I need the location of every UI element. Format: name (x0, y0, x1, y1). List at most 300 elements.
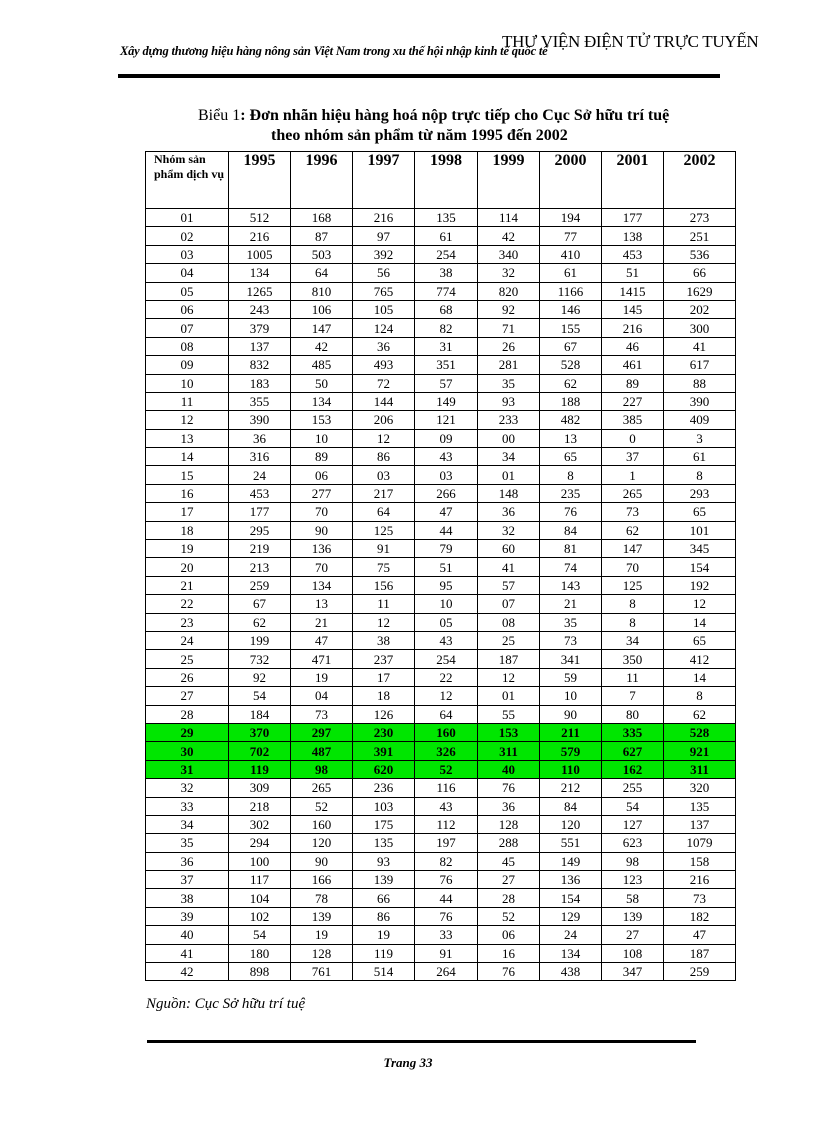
value-cell: 51 (602, 264, 664, 282)
value-cell: 732 (229, 650, 291, 668)
value-cell: 61 (415, 227, 478, 245)
value-cell: 54 (602, 797, 664, 815)
value-cell: 355 (229, 392, 291, 410)
group-cell: 38 (146, 889, 229, 907)
value-cell: 297 (291, 723, 353, 741)
value-cell: 90 (291, 852, 353, 870)
table-row (146, 779, 736, 797)
table-row (146, 503, 736, 521)
value-cell: 147 (291, 319, 353, 337)
value-cell: 188 (540, 392, 602, 410)
value-cell: 254 (415, 245, 478, 263)
value-cell: 89 (291, 448, 353, 466)
value-cell: 90 (291, 521, 353, 539)
table-row (146, 429, 736, 447)
value-cell: 19 (291, 668, 353, 686)
value-cell: 43 (415, 631, 478, 649)
group-cell: 40 (146, 926, 229, 944)
value-cell: 93 (478, 392, 540, 410)
value-cell: 311 (664, 760, 736, 778)
table-row (146, 742, 736, 760)
value-cell: 10 (540, 687, 602, 705)
value-cell: 259 (229, 576, 291, 594)
value-cell: 149 (415, 392, 478, 410)
value-cell: 8 (664, 466, 736, 484)
value-cell: 67 (540, 337, 602, 355)
value-cell: 620 (353, 760, 415, 778)
value-cell: 8 (664, 687, 736, 705)
group-cell: 15 (146, 466, 229, 484)
group-cell: 31 (146, 760, 229, 778)
value-cell: 134 (291, 576, 353, 594)
value-cell: 293 (664, 484, 736, 502)
value-cell: 211 (540, 723, 602, 741)
table-row (146, 300, 736, 318)
value-cell: 810 (291, 282, 353, 300)
value-cell: 183 (229, 374, 291, 392)
value-cell: 13 (540, 429, 602, 447)
value-cell: 120 (540, 815, 602, 833)
value-cell: 47 (664, 926, 736, 944)
value-cell: 76 (478, 779, 540, 797)
value-cell: 281 (478, 356, 540, 374)
value-cell: 187 (478, 650, 540, 668)
value-cell: 91 (415, 944, 478, 962)
value-cell: 551 (540, 834, 602, 852)
table-row (146, 595, 736, 613)
value-cell: 90 (540, 705, 602, 723)
value-cell: 1629 (664, 282, 736, 300)
column-header-year: 1999 (478, 152, 540, 209)
value-cell: 128 (291, 944, 353, 962)
value-cell: 52 (415, 760, 478, 778)
value-cell: 7 (602, 687, 664, 705)
table-row (146, 319, 736, 337)
value-cell: 54 (229, 687, 291, 705)
group-cell: 05 (146, 282, 229, 300)
value-cell: 177 (229, 503, 291, 521)
value-cell: 153 (291, 411, 353, 429)
value-cell: 623 (602, 834, 664, 852)
table-row (146, 926, 736, 944)
value-cell: 65 (664, 631, 736, 649)
group-cell: 27 (146, 687, 229, 705)
value-cell: 136 (540, 871, 602, 889)
value-cell: 61 (664, 448, 736, 466)
value-cell: 125 (353, 521, 415, 539)
value-cell: 24 (229, 466, 291, 484)
column-header-year: 1997 (353, 152, 415, 209)
value-cell: 143 (540, 576, 602, 594)
table-row (146, 521, 736, 539)
value-cell: 43 (415, 448, 478, 466)
value-cell: 73 (291, 705, 353, 723)
value-cell: 54 (229, 926, 291, 944)
value-cell: 1 (602, 466, 664, 484)
value-cell: 233 (478, 411, 540, 429)
watermark-text: THƯ VIỆN ĐIỆN TỬ TRỰC TUYẾN (502, 32, 759, 51)
value-cell: 56 (353, 264, 415, 282)
value-cell: 89 (602, 374, 664, 392)
value-cell: 97 (353, 227, 415, 245)
value-cell: 160 (415, 723, 478, 741)
value-cell: 216 (353, 209, 415, 227)
value-cell: 104 (229, 889, 291, 907)
value-cell: 236 (353, 779, 415, 797)
value-cell: 76 (415, 871, 478, 889)
value-cell: 114 (478, 209, 540, 227)
group-cell: 04 (146, 264, 229, 282)
value-cell: 127 (602, 815, 664, 833)
table-row (146, 631, 736, 649)
value-cell: 180 (229, 944, 291, 962)
value-cell: 92 (478, 300, 540, 318)
value-cell: 64 (415, 705, 478, 723)
value-cell: 86 (353, 448, 415, 466)
table-row (146, 705, 736, 723)
value-cell: 235 (540, 484, 602, 502)
table-row (146, 540, 736, 558)
value-cell: 72 (353, 374, 415, 392)
value-cell: 19 (353, 926, 415, 944)
value-cell: 35 (540, 613, 602, 631)
value-cell: 51 (415, 558, 478, 576)
value-cell: 57 (478, 576, 540, 594)
group-cell: 39 (146, 907, 229, 925)
value-cell: 218 (229, 797, 291, 815)
group-cell: 17 (146, 503, 229, 521)
value-cell: 761 (291, 963, 353, 981)
value-cell: 41 (478, 558, 540, 576)
table-row (146, 411, 736, 429)
value-cell: 8 (602, 613, 664, 631)
value-cell: 75 (353, 558, 415, 576)
value-cell: 40 (478, 760, 540, 778)
header-divider (118, 74, 720, 78)
value-cell: 76 (415, 907, 478, 925)
value-cell: 197 (415, 834, 478, 852)
value-cell: 259 (664, 963, 736, 981)
value-cell: 08 (478, 613, 540, 631)
value-cell: 81 (540, 540, 602, 558)
group-cell: 37 (146, 871, 229, 889)
table-row (146, 613, 736, 631)
value-cell: 44 (415, 521, 478, 539)
table-row (146, 466, 736, 484)
value-cell: 617 (664, 356, 736, 374)
value-cell: 105 (353, 300, 415, 318)
value-cell: 216 (602, 319, 664, 337)
value-cell: 36 (229, 429, 291, 447)
group-cell: 34 (146, 815, 229, 833)
running-header-title: Xây dựng thương hiệu hàng nông sản Việt Nam trong xu thế hội nhập kinh tế quốc tế (120, 44, 548, 58)
value-cell: 192 (664, 576, 736, 594)
group-cell: 36 (146, 852, 229, 870)
value-cell: 390 (664, 392, 736, 410)
value-cell: 103 (353, 797, 415, 815)
value-cell: 101 (664, 521, 736, 539)
value-cell: 27 (478, 871, 540, 889)
group-cell: 07 (146, 319, 229, 337)
value-cell: 32 (478, 521, 540, 539)
value-cell: 288 (478, 834, 540, 852)
value-cell: 536 (664, 245, 736, 263)
value-cell: 95 (415, 576, 478, 594)
value-cell: 82 (415, 852, 478, 870)
value-cell: 13 (291, 595, 353, 613)
column-header-year: 2000 (540, 152, 602, 209)
group-cell: 01 (146, 209, 229, 227)
value-cell: 91 (353, 540, 415, 558)
table-row (146, 558, 736, 576)
value-cell: 206 (353, 411, 415, 429)
value-cell: 57 (415, 374, 478, 392)
value-cell: 70 (291, 503, 353, 521)
value-cell: 71 (478, 319, 540, 337)
column-header-year: 1996 (291, 152, 353, 209)
group-cell: 32 (146, 779, 229, 797)
value-cell: 58 (602, 889, 664, 907)
value-cell: 471 (291, 650, 353, 668)
value-cell: 66 (353, 889, 415, 907)
value-cell: 146 (540, 300, 602, 318)
value-cell: 73 (664, 889, 736, 907)
value-cell: 134 (229, 264, 291, 282)
value-cell: 213 (229, 558, 291, 576)
value-cell: 36 (353, 337, 415, 355)
value-cell: 135 (353, 834, 415, 852)
value-cell: 149 (540, 852, 602, 870)
value-cell: 04 (291, 687, 353, 705)
value-cell: 84 (540, 521, 602, 539)
value-cell: 340 (478, 245, 540, 263)
footer-divider (147, 1040, 696, 1043)
page-number: Trang 33 (383, 1055, 433, 1070)
value-cell: 579 (540, 742, 602, 760)
group-cell: 14 (146, 448, 229, 466)
value-cell: 702 (229, 742, 291, 760)
value-cell: 108 (602, 944, 664, 962)
value-cell: 438 (540, 963, 602, 981)
table-row (146, 815, 736, 833)
value-cell: 05 (415, 613, 478, 631)
value-cell: 88 (664, 374, 736, 392)
value-cell: 67 (229, 595, 291, 613)
value-cell: 487 (291, 742, 353, 760)
value-cell: 34 (602, 631, 664, 649)
value-cell: 1005 (229, 245, 291, 263)
value-cell: 93 (353, 852, 415, 870)
value-cell: 243 (229, 300, 291, 318)
value-cell: 1415 (602, 282, 664, 300)
value-cell: 148 (478, 484, 540, 502)
value-cell: 47 (291, 631, 353, 649)
table-row (146, 907, 736, 925)
group-cell: 16 (146, 484, 229, 502)
trademark-applications-table (145, 151, 736, 981)
value-cell: 391 (353, 742, 415, 760)
value-cell: 119 (229, 760, 291, 778)
value-cell: 311 (478, 742, 540, 760)
value-cell: 28 (478, 889, 540, 907)
value-cell: 485 (291, 356, 353, 374)
value-cell: 43 (415, 797, 478, 815)
table-row (146, 576, 736, 594)
value-cell: 35 (478, 374, 540, 392)
group-cell: 26 (146, 668, 229, 686)
value-cell: 74 (540, 558, 602, 576)
value-cell: 32 (478, 264, 540, 282)
value-cell: 42 (478, 227, 540, 245)
value-cell: 135 (664, 797, 736, 815)
value-cell: 98 (602, 852, 664, 870)
value-cell: 80 (602, 705, 664, 723)
value-cell: 162 (602, 760, 664, 778)
value-cell: 64 (353, 503, 415, 521)
value-cell: 199 (229, 631, 291, 649)
value-cell: 128 (478, 815, 540, 833)
value-cell: 41 (664, 337, 736, 355)
value-cell: 11 (602, 668, 664, 686)
value-cell: 134 (291, 392, 353, 410)
value-cell: 38 (353, 631, 415, 649)
table-row (146, 282, 736, 300)
value-cell: 121 (415, 411, 478, 429)
value-cell: 106 (291, 300, 353, 318)
group-cell: 12 (146, 411, 229, 429)
table-row (146, 245, 736, 263)
value-cell: 326 (415, 742, 478, 760)
value-cell: 219 (229, 540, 291, 558)
value-cell: 156 (353, 576, 415, 594)
value-cell: 116 (415, 779, 478, 797)
value-cell: 3 (664, 429, 736, 447)
value-cell: 18 (353, 687, 415, 705)
value-cell: 202 (664, 300, 736, 318)
value-cell: 21 (291, 613, 353, 631)
value-cell: 52 (478, 907, 540, 925)
table-header-row (146, 152, 736, 209)
column-header-year: 2001 (602, 152, 664, 209)
group-cell: 29 (146, 723, 229, 741)
value-cell: 503 (291, 245, 353, 263)
value-cell: 177 (602, 209, 664, 227)
value-cell: 12 (353, 613, 415, 631)
value-cell: 345 (664, 540, 736, 558)
value-cell: 138 (602, 227, 664, 245)
table-row (146, 356, 736, 374)
group-cell: 22 (146, 595, 229, 613)
value-cell: 62 (229, 613, 291, 631)
value-cell: 921 (664, 742, 736, 760)
group-cell: 21 (146, 576, 229, 594)
group-cell: 23 (146, 613, 229, 631)
value-cell: 302 (229, 815, 291, 833)
value-cell: 482 (540, 411, 602, 429)
value-cell: 12 (415, 687, 478, 705)
value-cell: 03 (415, 466, 478, 484)
table-row (146, 209, 736, 227)
value-cell: 120 (291, 834, 353, 852)
table-row (146, 374, 736, 392)
value-cell: 124 (353, 319, 415, 337)
value-cell: 351 (415, 356, 478, 374)
value-cell: 59 (540, 668, 602, 686)
table-row (146, 834, 736, 852)
source-note: Nguồn: Cục Sở hữu trí tuệ (146, 996, 306, 1012)
value-cell: 06 (478, 926, 540, 944)
value-cell: 25 (478, 631, 540, 649)
value-cell: 65 (540, 448, 602, 466)
group-cell: 35 (146, 834, 229, 852)
value-cell: 66 (664, 264, 736, 282)
value-cell: 42 (291, 337, 353, 355)
value-cell: 84 (540, 797, 602, 815)
value-cell: 136 (291, 540, 353, 558)
value-cell: 62 (540, 374, 602, 392)
value-cell: 76 (478, 963, 540, 981)
table-row (146, 448, 736, 466)
value-cell: 182 (664, 907, 736, 925)
value-cell: 774 (415, 282, 478, 300)
value-cell: 350 (602, 650, 664, 668)
value-cell: 898 (229, 963, 291, 981)
value-cell: 64 (291, 264, 353, 282)
value-cell: 1166 (540, 282, 602, 300)
value-cell: 410 (540, 245, 602, 263)
value-cell: 294 (229, 834, 291, 852)
value-cell: 06 (291, 466, 353, 484)
value-cell: 153 (478, 723, 540, 741)
table-row (146, 871, 736, 889)
group-cell: 33 (146, 797, 229, 815)
value-cell: 187 (664, 944, 736, 962)
value-cell: 70 (291, 558, 353, 576)
column-header-year: 2002 (664, 152, 736, 209)
table-row (146, 227, 736, 245)
table-row (146, 392, 736, 410)
value-cell: 144 (353, 392, 415, 410)
value-cell: 36 (478, 503, 540, 521)
group-cell: 30 (146, 742, 229, 760)
group-cell: 19 (146, 540, 229, 558)
value-cell: 52 (291, 797, 353, 815)
value-cell: 277 (291, 484, 353, 502)
table-row (146, 963, 736, 981)
value-cell: 8 (602, 595, 664, 613)
value-cell: 461 (602, 356, 664, 374)
value-cell: 12 (353, 429, 415, 447)
table-row (146, 484, 736, 502)
value-cell: 832 (229, 356, 291, 374)
value-cell: 78 (291, 889, 353, 907)
value-cell: 92 (229, 668, 291, 686)
value-cell: 216 (664, 871, 736, 889)
value-cell: 212 (540, 779, 602, 797)
value-cell: 139 (602, 907, 664, 925)
value-cell: 237 (353, 650, 415, 668)
value-cell: 125 (602, 576, 664, 594)
value-cell: 44 (415, 889, 478, 907)
table-row (146, 668, 736, 686)
value-cell: 266 (415, 484, 478, 502)
value-cell: 300 (664, 319, 736, 337)
group-cell: 28 (146, 705, 229, 723)
value-cell: 1079 (664, 834, 736, 852)
value-cell: 31 (415, 337, 478, 355)
value-cell: 347 (602, 963, 664, 981)
value-cell: 16 (478, 944, 540, 962)
